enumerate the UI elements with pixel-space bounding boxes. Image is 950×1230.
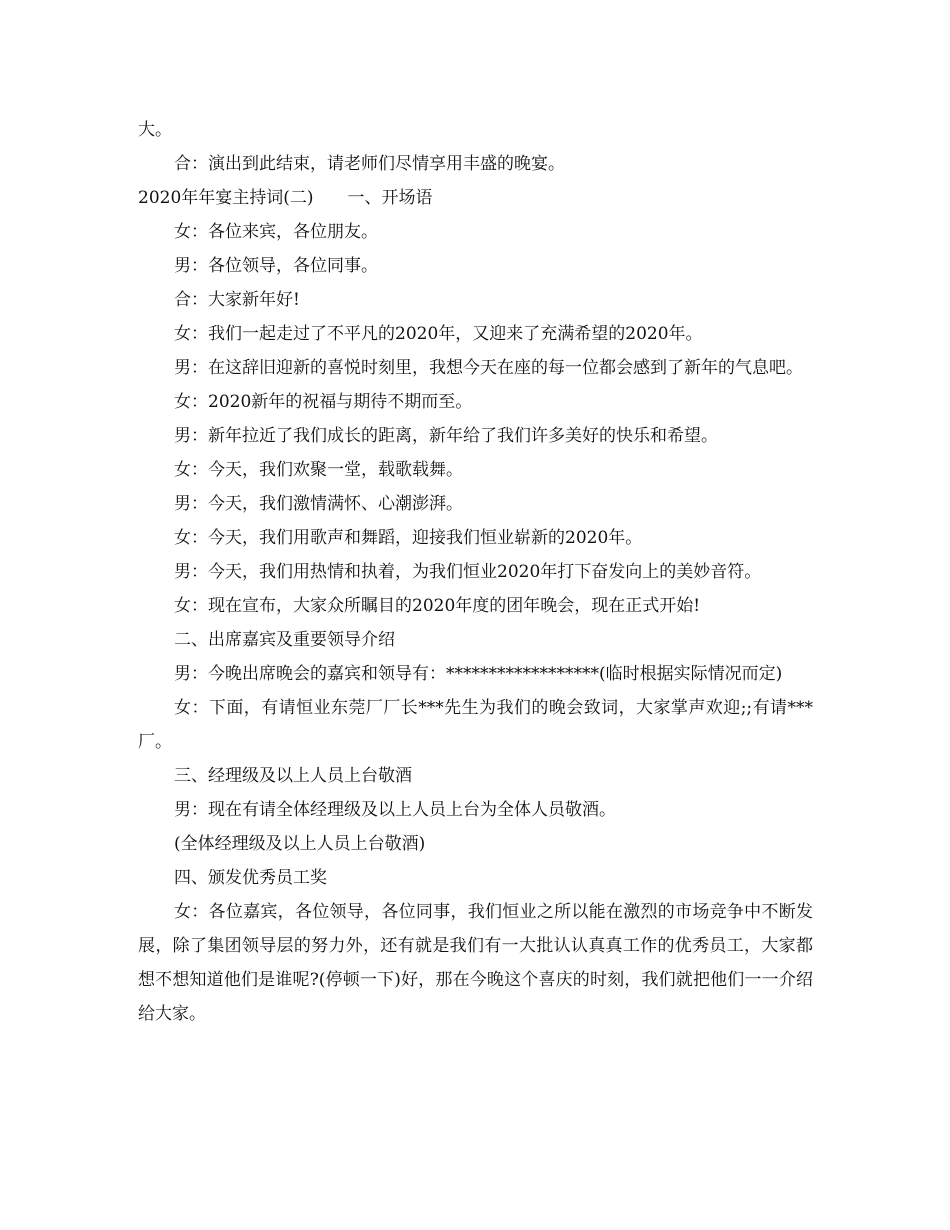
paragraph: 大。 <box>138 120 172 140</box>
paragraph: 合：演出到此结束，请老师们尽情享用丰盛的晚宴。 <box>174 154 565 174</box>
paragraph: 女：现在宣布，大家众所瞩目的2020年度的团年晚会，现在正式开始! <box>174 596 701 616</box>
paragraph: 女：今天，我们欢聚一堂，载歌载舞。 <box>174 460 463 480</box>
paragraph: 女：今天，我们用歌声和舞蹈，迎接我们恒业崭新的2020年。 <box>174 528 643 548</box>
paragraph: 男：在这辞旧迎新的喜悦时刻里，我想今天在座的每一位都会感到了新年的气息吧。 <box>174 358 803 378</box>
section-heading: 三、经理级及以上人员上台敬酒 <box>174 766 412 786</box>
paragraph: 女：下面，有请恒业东莞厂厂长***先生为我们的晚会致词，大家掌声欢迎;;有请***厂。 <box>138 698 813 752</box>
paragraph: 女：各位来宾，各位朋友。 <box>174 222 378 242</box>
section-heading: 四、颁发优秀员工奖 <box>174 868 327 888</box>
paragraph: 女：我们一起走过了不平凡的2020年，又迎来了充满希望的2020年。 <box>174 324 703 344</box>
section-heading: 2020年年宴主持词(二) 一、开场语 <box>138 188 433 208</box>
paragraph: 女：各位嘉宾，各位领导，各位同事，我们恒业之所以能在激烈的市场竞争中不断发展，除了集团领导层的努力外，还有就是我们有一大批认认真真工作的优秀员工，大家都想不想知道他们是谁呢?(停顿一下)好，那在今晚这个喜庆的时刻，我们就把他们一一介绍给大家。 <box>138 902 813 1024</box>
paragraph: 男：现在有请全体经理级及以上人员上台为全体人员敬酒。 <box>174 800 616 820</box>
paragraph: 男：各位领导，各位同事。 <box>174 256 378 276</box>
paragraph: 男：今天，我们用热情和执着，为我们恒业2020年打下奋发向上的美妙音符。 <box>174 562 762 582</box>
paragraph: (全体经理级及以上人员上台敬酒) <box>174 834 426 854</box>
paragraph: 男：今天，我们激情满怀、心潮澎湃。 <box>174 494 463 514</box>
paragraph: 男：今晚出席晚会的嘉宾和领导有：******************(临时根据实际情况而定) <box>174 664 783 684</box>
paragraph: 男：新年拉近了我们成长的距离，新年给了我们许多美好的快乐和希望。 <box>174 426 718 446</box>
paragraph: 女：2020新年的祝福与期待不期而至。 <box>174 392 473 412</box>
paragraph: 合：大家新年好! <box>174 290 300 310</box>
document-body <box>138 113 813 1031</box>
section-heading: 二、出席嘉宾及重要领导介绍 <box>174 630 395 650</box>
